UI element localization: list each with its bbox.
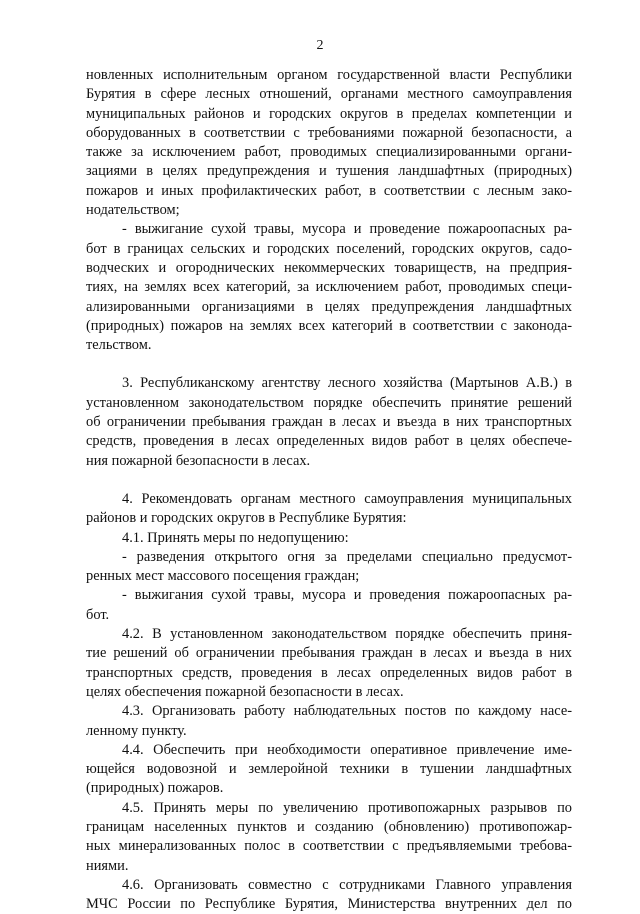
paragraph-p6 <box>86 548 572 587</box>
text-line: также за исключением работ, проводимых специализированными органи- <box>86 144 572 161</box>
text-line: ных минерализованных полос в соответствии с предъявляемыми требова- <box>86 838 572 855</box>
text-line: тиях, на землях всех категорий, за исключением работ, проводимых специ- <box>86 279 572 296</box>
paragraph-p11 <box>86 799 572 876</box>
text-line: муниципальных районов и городских округов в пределах компетенции и <box>86 105 572 122</box>
text-line: районов и городских округов в Республике Бурятия: <box>86 510 407 527</box>
text-line: транспортных средств, проведения в лесах определенных видов работ в <box>86 664 572 681</box>
text-line: границам населенных пунктов и созданию (обновлению) противопожар- <box>86 818 572 835</box>
text-line: зациями в целях предупреждения и тушения ландшафтных (природных) <box>86 163 572 180</box>
text-line: пожаров и иных профилактических работ, в соответствии с лесным зако- <box>86 182 572 199</box>
text-line: ющейся водовозной и землеройной техники в тушении ландшафтных <box>86 761 572 778</box>
text-line: средств, проведения в лесах определенных видов работ в целях обеспече- <box>86 433 572 450</box>
text-line: 4.6. Организовать совместно с сотрудниками Главного управления <box>122 876 572 893</box>
text-line: водческих и огороднических некоммерческих товариществ, на предприя- <box>86 259 572 276</box>
text-line: МЧС России по Республике Бурятия, Министерства внутренних дел по <box>86 896 572 913</box>
text-line: бот. <box>86 606 110 623</box>
text-line: (природных) пожаров. <box>86 780 224 797</box>
text-line: 4. Рекомендовать органам местного самоуправления муниципальных <box>122 490 572 507</box>
text-line: 4.2. В установленном законодательством порядке обеспечить приня- <box>122 626 572 643</box>
paragraph-p10 <box>86 741 572 799</box>
text-line: 4.5. Принять меры по увеличению противопожарных разрывов по <box>122 799 572 816</box>
paragraph-p1 <box>86 66 572 220</box>
paragraph-gap <box>86 471 572 490</box>
paragraph-p2 <box>86 220 572 355</box>
document-body <box>86 66 572 914</box>
page-number: 2 <box>316 38 324 53</box>
text-line: ниями. <box>86 857 129 874</box>
text-line: 4.4. Обеспечить при необходимости оперативное привлечение име- <box>122 741 572 758</box>
text-line: - выжигание сухой травы, мусора и проведение пожароопасных ра- <box>122 221 572 238</box>
text-line: - выжигания сухой травы, мусора и проведения пожароопасных ра- <box>122 587 572 604</box>
text-line: тельством. <box>86 337 152 354</box>
text-line: 3. Республиканскому агентству лесного хозяйства (Мартынов А.В.) в <box>122 375 572 392</box>
paragraph-p8 <box>86 625 572 702</box>
paragraph-p12 <box>86 876 572 914</box>
text-line: об ограничении пребывания граждан в лесах и въезда в них транспортных <box>86 414 572 431</box>
text-line: - разведения открытого огня за пределами специально предусмот- <box>122 548 572 565</box>
text-line: (природных) пожаров на землях всех категорий в соответствии с законода- <box>86 317 572 334</box>
text-line: установленном законодательством порядке обеспечить принятие решений <box>86 394 572 411</box>
paragraph-p7 <box>86 586 572 625</box>
text-line: целях обеспечения пожарной безопасности в лесах. <box>86 683 404 700</box>
paragraph-p3 <box>86 374 572 470</box>
paragraph-p4 <box>86 490 572 529</box>
paragraph-p5 <box>86 529 572 548</box>
text-line: ренных мест массового посещения граждан; <box>86 568 360 585</box>
text-line: Бурятия в сфере лесных отношений, органами местного самоуправления <box>86 86 572 103</box>
text-line: бот в границах сельских и городских поселений, городских округов, садо- <box>86 240 572 257</box>
paragraph-p9 <box>86 702 572 741</box>
text-line: тие решений об ограничении пребывания граждан в лесах и въезда в них <box>86 645 572 662</box>
text-line: нодательством; <box>86 202 180 219</box>
text-line: новленных исполнительным органом государственной власти Республики <box>86 67 572 83</box>
text-line: 4.1. Принять меры по недопущению: <box>122 529 349 546</box>
text-line: оборудованных в соответствии с требованиями пожарной безопасности, а <box>86 124 572 141</box>
paragraph-gap <box>86 355 572 374</box>
text-line: ализированными организациями в целях предупреждения ландшафтных <box>86 298 572 315</box>
text-line: ния пожарной безопасности в лесах. <box>86 452 311 469</box>
text-line: ленному пункту. <box>86 722 187 739</box>
text-line: 4.3. Организовать работу наблюдательных постов по каждому насе- <box>122 703 572 720</box>
